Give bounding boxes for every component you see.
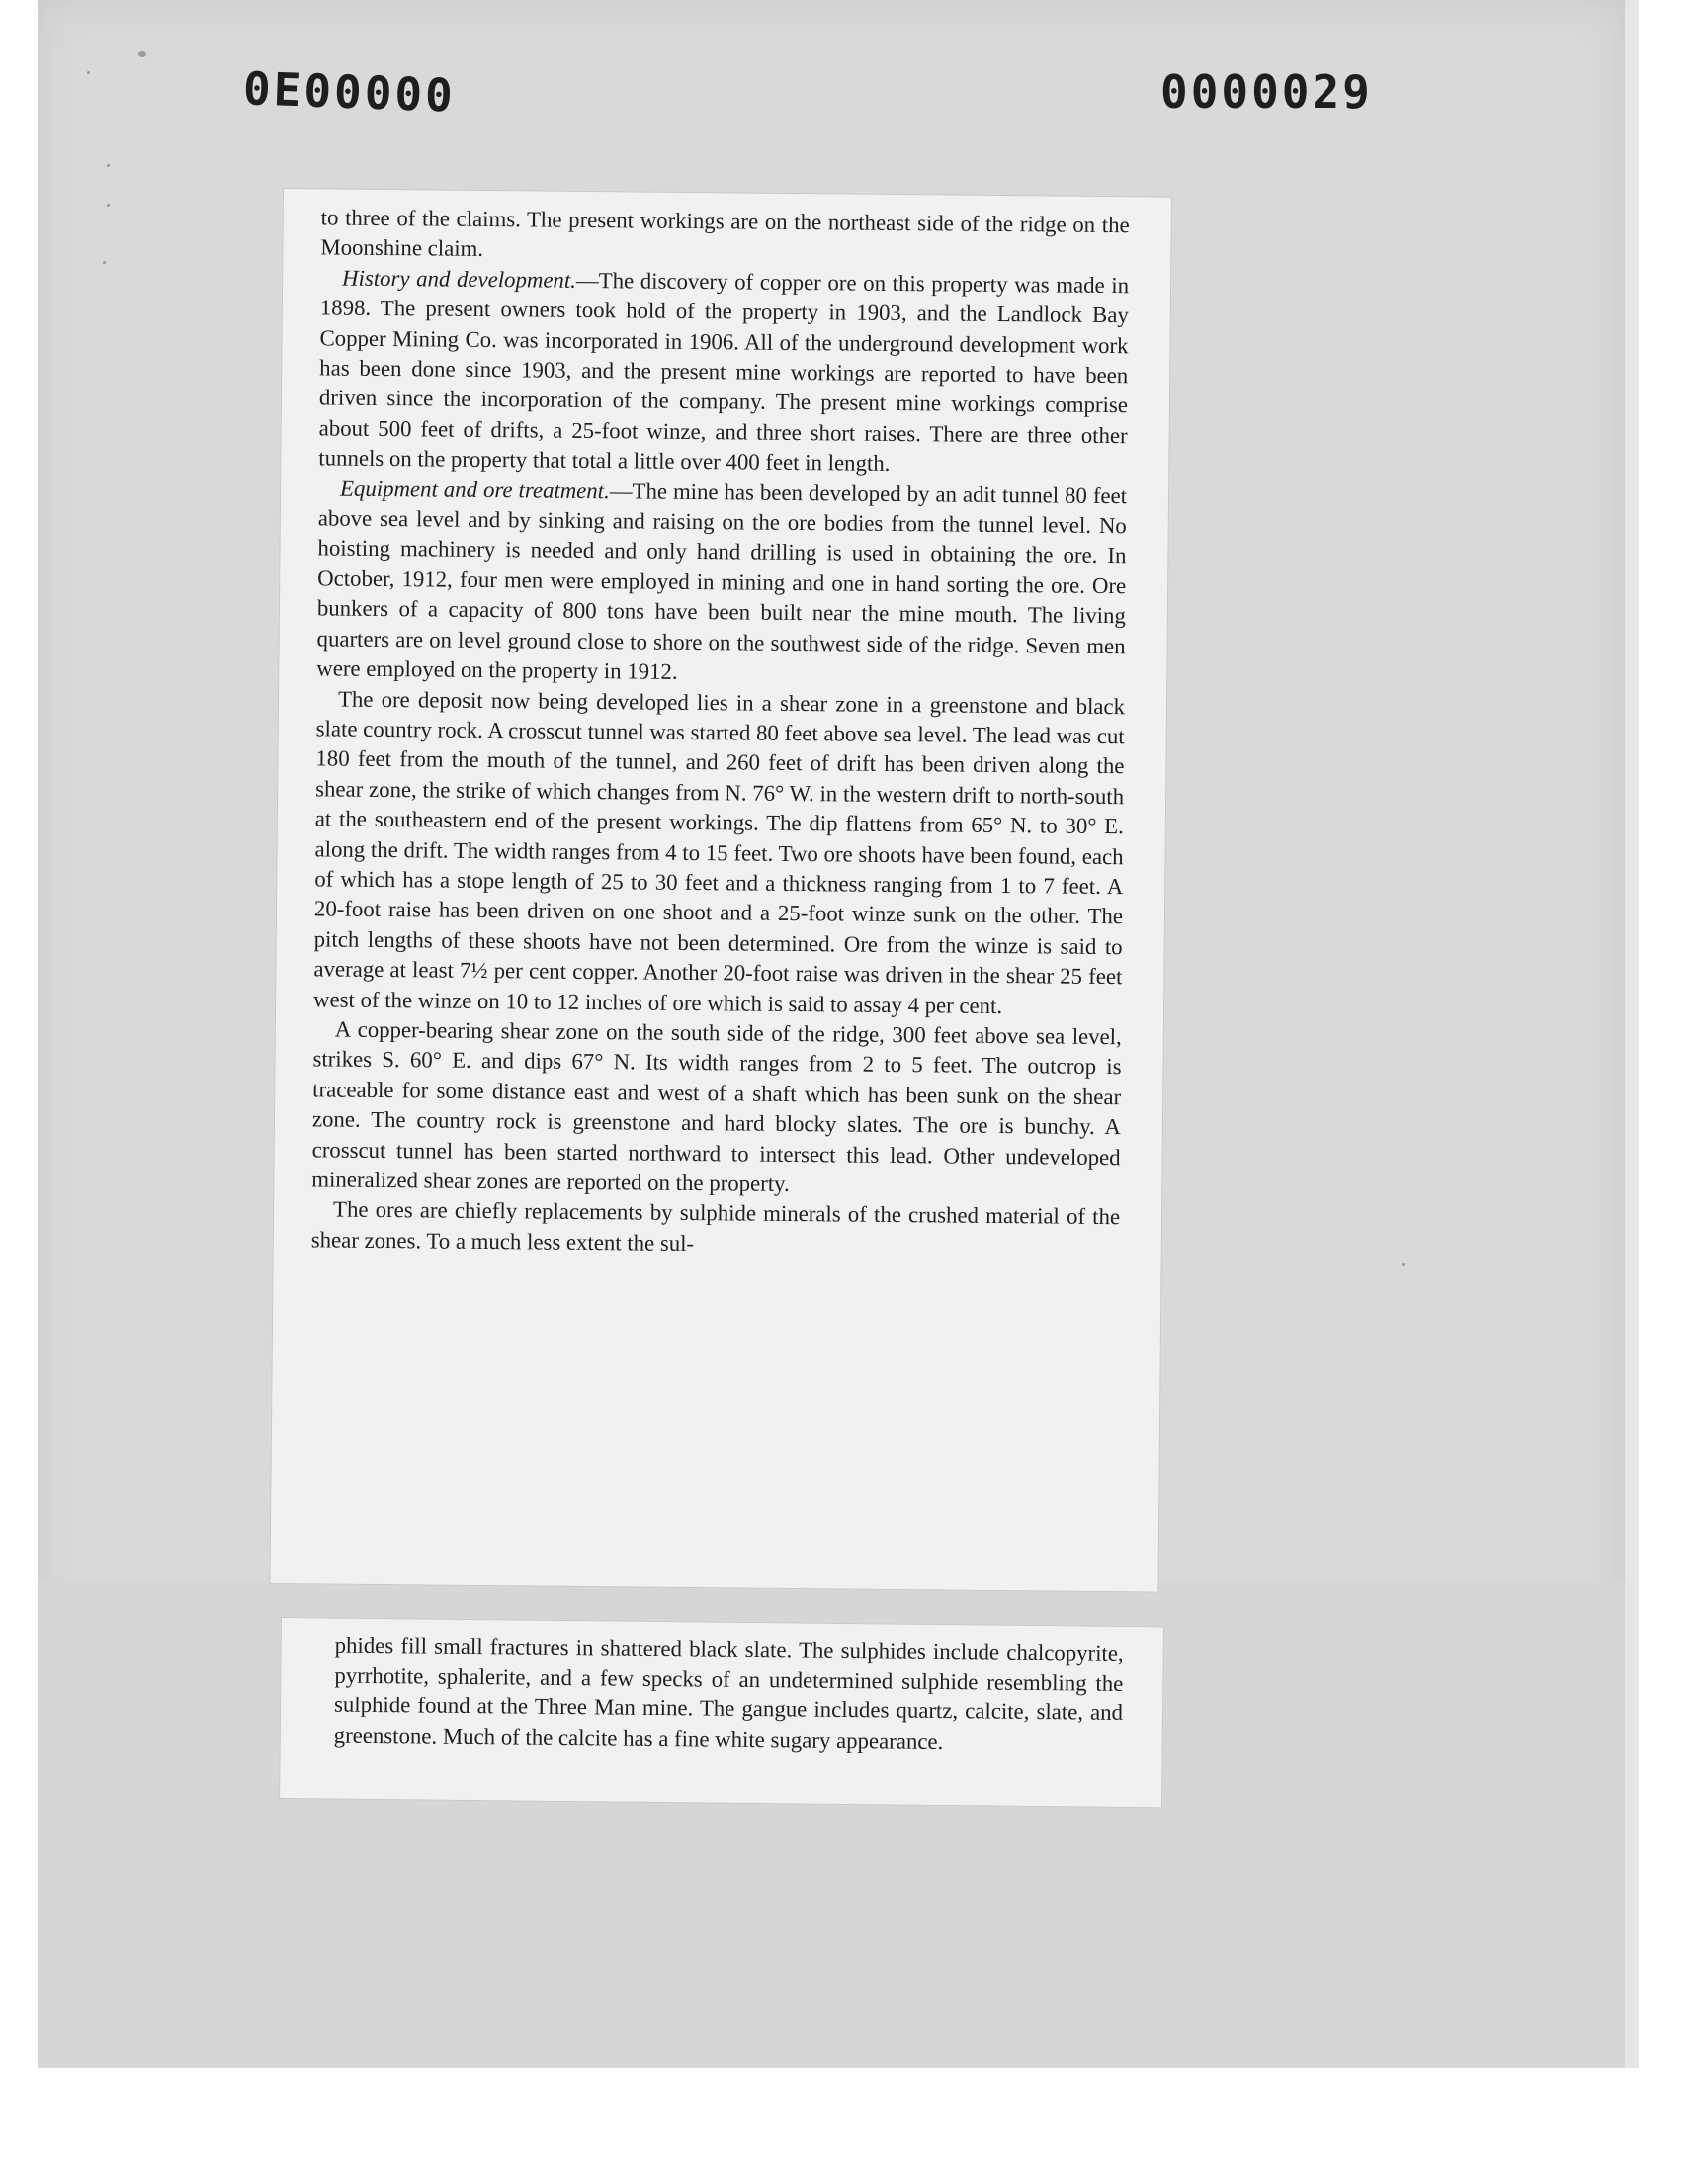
- scanned-page-edge: [1625, 0, 1639, 2068]
- scan-speck: [87, 71, 90, 74]
- scan-speck: [107, 204, 110, 207]
- paragraph-ores: The ores are chiefly replacements by sulphide minerals of the crushed material of the shear zones. To a much less extent the sul-: [310, 1196, 1121, 1256]
- document-control-number-left: 0E00000: [242, 61, 457, 123]
- paragraph-equipment: [316, 474, 1127, 692]
- history-text: —The discovery of copper ore on this property was made in 1898. The present owners took hold of the property in 1903, and the Landlock Bay Copper Mining Co. was incorporated in 1906. All of the underground development work has been done since 1903, and the present mine workings are reported to have been driven since the incorporation of the company. The present mine workings comprise about 500 feet of drifts, a 25-foot winze, and three short raises. There are three other tunnels on the property that total a little over 400 feet in length.: [318, 267, 1130, 477]
- paragraph-claims: to three of the claims. The present workings are on the northeast side of the ridge on the Moonshine claim.: [320, 205, 1130, 262]
- scan-speck: [138, 51, 146, 57]
- text-clipping-continuation: [279, 1617, 1164, 1808]
- equipment-heading: Equipment and ore treatment.: [339, 476, 610, 503]
- scan-speck: [107, 164, 110, 167]
- paragraph-history: [318, 263, 1129, 481]
- text-clipping-main: [269, 188, 1172, 1593]
- paragraph-sulphides: phides fill small fractures in shattered black slate. The sulphides include chalcopyrite, pyrrhotite, sphalerite, and a few specks of an undetermined sulphide resembling the sulphide found at the Three Man mine. The gangue includes quartz, calcite, slate, and greenstone. Much of the calcite has a fine white sugary appearance.: [333, 1632, 1124, 1754]
- history-heading: History and development.: [342, 265, 577, 293]
- paragraph-ore-deposit: The ore deposit now being developed lies in a shear zone in a greenstone and black slate country rock. A crosscut tunnel was started 80 feet above sea level. The lead was cut 180 feet from the mouth of the tunnel, and 260 feet of drift has been driven along the shear zone, the strike of which changes from N. 76° W. in the western drift to north-south at the southeastern end of the present workings. The dip flattens from 65° N. to 30° E. along the drift. The width ranges from 4 to 15 feet. Two ore shoots have been found, each of which has a stope length of 25 to 30 feet and a thickness ranging from 1 to 7 feet. A 20-foot raise has been driven on one shoot and a 25-foot winze sunk on the other. The pitch lengths of these shoots have not been determined. Ore from the winze is said to average at least 7½ per cent copper. Another 20-foot raise was driven in the shear 25 feet west of the winze on 10 to 12 inches of ore which is said to assay 4 per cent.: [313, 686, 1126, 1018]
- paragraph-south-shear-zone: A copper-bearing shear zone on the south side of the ridge, 300 feet above sea level, strikes S. 60° E. and dips 67° N. Its width ranges from 2 to 5 feet. The outcrop is traceable for some distance east and west of a shaft which has been sunk on the shear zone. The country rock is greenstone and hard blocky slates. The ore is bunchy. A crosscut tunnel has been started northward to intersect this lead. Other undeveloped mineralized shear zones are reported on the property.: [311, 1016, 1122, 1196]
- scan-speck: [103, 261, 106, 264]
- document-page-number: 0000029: [1160, 65, 1373, 119]
- equipment-text: —The mine has been developed by an adit tunnel 80 feet above sea level and by sinking and raising on the ore bodies from the tunnel level. No hoisting machinery is needed and only hand drilling is used in obtaining the ore. In October, 1912, four men were employed in mining and one in hand sorting the ore. Ore bunkers of a capacity of 800 tons have been built near the mine mouth. The living quarters are on level ground close to shore on the southwest side of the ridge. Seven men were employed on the property in 1912.: [316, 478, 1128, 684]
- scan-speck: [1402, 1263, 1405, 1266]
